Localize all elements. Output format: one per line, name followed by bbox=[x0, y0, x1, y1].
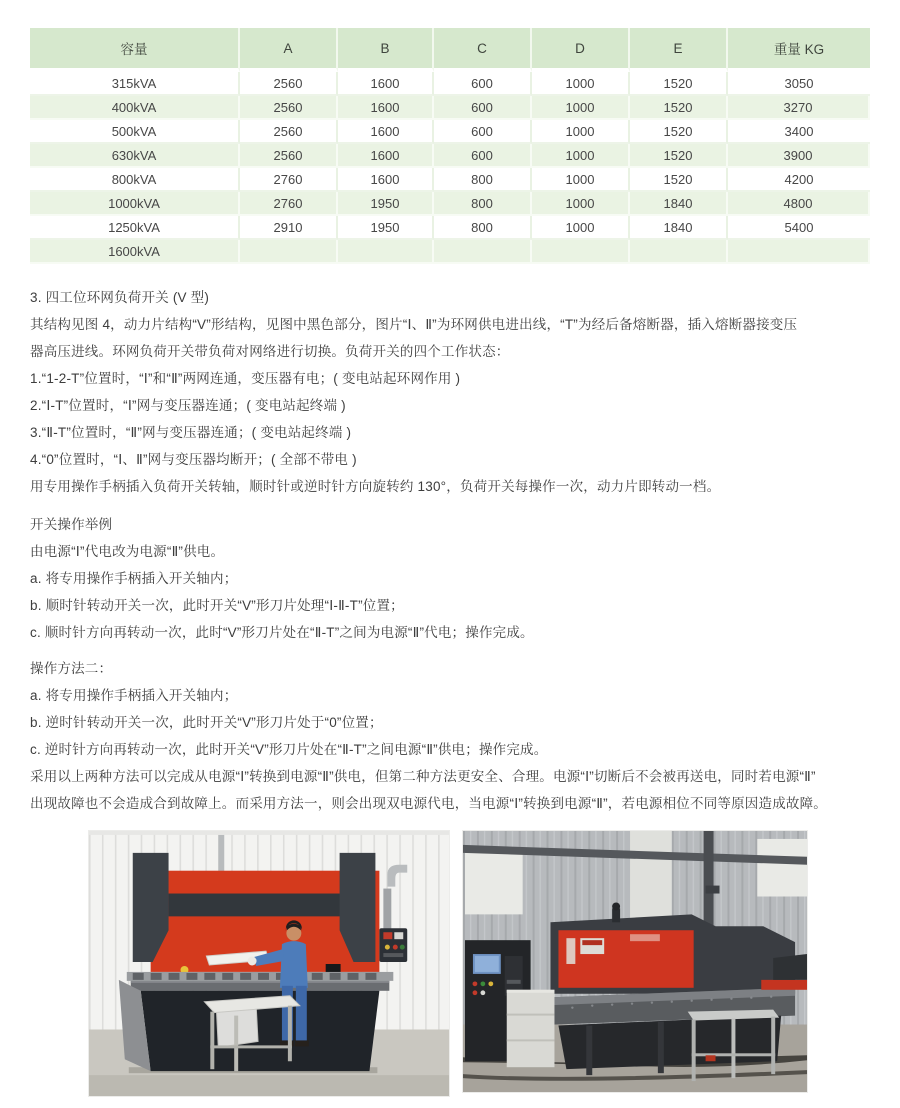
press-brake-photo bbox=[88, 830, 450, 1097]
table-row bbox=[30, 192, 870, 216]
table-cell: 5400 bbox=[728, 216, 870, 240]
table-cell bbox=[630, 240, 728, 264]
table-cell: 1600kVA bbox=[30, 240, 240, 264]
table-cell: 2560 bbox=[240, 72, 338, 96]
table-cell: 2910 bbox=[240, 216, 338, 240]
section-heading: 开关操作举例 bbox=[30, 517, 113, 532]
table-cell: 1840 bbox=[630, 192, 728, 216]
table-cell: 3050 bbox=[728, 72, 870, 96]
white-cabinet bbox=[507, 990, 555, 1067]
table-cell: 1000 bbox=[532, 72, 630, 96]
table-cell: 4200 bbox=[728, 168, 870, 192]
table-cell: 1520 bbox=[630, 144, 728, 168]
table-cell bbox=[434, 240, 532, 264]
table-header-cell: A bbox=[240, 28, 338, 72]
table-cell: 600 bbox=[434, 72, 532, 96]
table-cell: 400kVA bbox=[30, 96, 240, 120]
table-cell: 1950 bbox=[338, 192, 434, 216]
table-row bbox=[30, 240, 870, 264]
table-cell: 630kVA bbox=[30, 144, 240, 168]
table-cell: 1600 bbox=[338, 168, 434, 192]
table-cell: 1250kVA bbox=[30, 216, 240, 240]
table-header-cell: 容量 bbox=[30, 28, 240, 72]
table-row bbox=[30, 120, 870, 144]
press-brake-illustration bbox=[89, 831, 449, 1096]
table-cell: 1000 bbox=[532, 96, 630, 120]
table-cell: 800 bbox=[434, 216, 532, 240]
text-line: 2.“Ⅰ-T”位置时，“Ⅰ”网与变压器连通；( 变电站起终端 ) bbox=[30, 398, 346, 413]
text-line: b. 顺时针转动开关一次，此时开关“V”形刀片处理“Ⅰ-Ⅱ-T”位置； bbox=[30, 598, 404, 613]
text-line: a. 将专用操作手柄插入开关轴内； bbox=[30, 571, 238, 586]
table-cell: 1600 bbox=[338, 144, 434, 168]
table-cell: 1000 bbox=[532, 168, 630, 192]
table-cell: 800 bbox=[434, 192, 532, 216]
table-cell: 1600 bbox=[338, 120, 434, 144]
text-line: a. 将专用操作手柄插入开关轴内； bbox=[30, 688, 238, 703]
table-cell: 4800 bbox=[728, 192, 870, 216]
table-cell: 1000 bbox=[532, 120, 630, 144]
section-heading: 操作方法二： bbox=[30, 661, 113, 676]
table-row bbox=[30, 144, 870, 168]
section-operation-method-2 bbox=[30, 655, 880, 817]
table-header-cell: C bbox=[434, 28, 532, 72]
text-line: 4.“0”位置时，“Ⅰ、Ⅱ”网与变压器均断开；( 全部不带电 ) bbox=[30, 452, 357, 467]
table-row bbox=[30, 168, 870, 192]
table-cell: 1520 bbox=[630, 72, 728, 96]
table-cell: 1600 bbox=[338, 72, 434, 96]
table-cell bbox=[728, 240, 870, 264]
text-line: c. 顺时针方向再转动一次，此时“V”形刀片处在“Ⅱ-T”之间为电源“Ⅱ”代电；操作完成。 bbox=[30, 625, 534, 640]
table-cell: 1000kVA bbox=[30, 192, 240, 216]
table-cell: 1950 bbox=[338, 216, 434, 240]
text-line: 3.“Ⅱ-T”位置时，“Ⅱ”网与变压器连通；( 变电站起终端 ) bbox=[30, 425, 352, 440]
text-line: 1.“1-2-T”位置时，“Ⅰ”和“Ⅱ”两网连通，变压器有电；( 变电站起环网作用 ) bbox=[30, 371, 461, 386]
text-line: 用专用操作手柄插入负荷开关转轴，顺时针或逆时针方向旋转约 130°，负荷开关每操作一次，动力片即转动一档。 bbox=[30, 479, 721, 494]
table-header-row bbox=[30, 28, 870, 72]
table-cell: 315kVA bbox=[30, 72, 240, 96]
table-cell: 3400 bbox=[728, 120, 870, 144]
table-cell: 600 bbox=[434, 96, 532, 120]
text-line: 由电源“Ⅰ”代电改为电源“Ⅱ”供电。 bbox=[30, 544, 225, 559]
spec-table-container bbox=[30, 28, 870, 264]
table-cell: 800kVA bbox=[30, 168, 240, 192]
table-cell: 800 bbox=[434, 168, 532, 192]
table-cell: 600 bbox=[434, 144, 532, 168]
text-line: 出现故障也不会造成合到故障上。而采用方法一，则会出现双电源代电，当电源“Ⅰ”转换到电源“Ⅱ”，若电源相位不同等原因造成故障。 bbox=[30, 796, 828, 811]
text-line: 器高压进线。环网负荷开关带负荷对网络进行切换。负荷开关的四个工作状态： bbox=[30, 344, 510, 359]
table-cell: 1000 bbox=[532, 192, 630, 216]
table-cell: 1520 bbox=[630, 120, 728, 144]
table-cell: 500kVA bbox=[30, 120, 240, 144]
table-cell: 2560 bbox=[240, 144, 338, 168]
table-header-cell: D bbox=[532, 28, 630, 72]
dimensions-table bbox=[30, 28, 870, 264]
table-cell bbox=[240, 240, 338, 264]
turret-punch-machine bbox=[529, 902, 807, 1075]
section-switch-description bbox=[30, 284, 880, 500]
table-cell: 600 bbox=[434, 120, 532, 144]
table-row bbox=[30, 72, 870, 96]
section-operation-example bbox=[30, 511, 880, 646]
table-cell: 3270 bbox=[728, 96, 870, 120]
table-cell: 1840 bbox=[630, 216, 728, 240]
table-cell: 3900 bbox=[728, 144, 870, 168]
table-header-cell: E bbox=[630, 28, 728, 72]
table-cell: 2760 bbox=[240, 168, 338, 192]
section-heading: 3. 四工位环网负荷开关 (V 型) bbox=[30, 290, 210, 305]
table-cell: 1000 bbox=[532, 144, 630, 168]
table-cell bbox=[532, 240, 630, 264]
text-line: 采用以上两种方法可以完成从电源“Ⅰ”转换到电源“Ⅱ”供电，但第二种方法更安全、合理。电源“Ⅰ”切断后不会被再送电，同时若电源“Ⅱ” bbox=[30, 769, 816, 784]
table-header-cell: B bbox=[338, 28, 434, 72]
text-line: c. 逆时针方向再转动一次，此时开关“V”形刀片处在“Ⅱ-T”之间电源“Ⅱ”供电；操作完成。 bbox=[30, 742, 548, 757]
table-row bbox=[30, 216, 870, 240]
table-row bbox=[30, 96, 870, 120]
table-cell bbox=[338, 240, 434, 264]
table-header-cell: 重量 KG bbox=[728, 28, 870, 72]
text-line: 其结构见图 4，动力片结构“V”形结构，见图中黑色部分，图片“Ⅰ、Ⅱ”为环网供电进出线，“T”为经后备熔断器，插入熔断器接变压 bbox=[30, 317, 798, 332]
text-line: b. 逆时针转动开关一次，此时开关“V”形刀片处于“0”位置； bbox=[30, 715, 383, 730]
table-cell: 1600 bbox=[338, 96, 434, 120]
table-cell: 1520 bbox=[630, 96, 728, 120]
turret-punch-illustration bbox=[463, 831, 807, 1092]
table-cell: 2560 bbox=[240, 96, 338, 120]
table-cell: 1520 bbox=[630, 168, 728, 192]
table-cell: 1000 bbox=[532, 216, 630, 240]
table-cell: 2760 bbox=[240, 192, 338, 216]
turret-punch-photo bbox=[462, 830, 808, 1093]
table-cell: 2560 bbox=[240, 120, 338, 144]
